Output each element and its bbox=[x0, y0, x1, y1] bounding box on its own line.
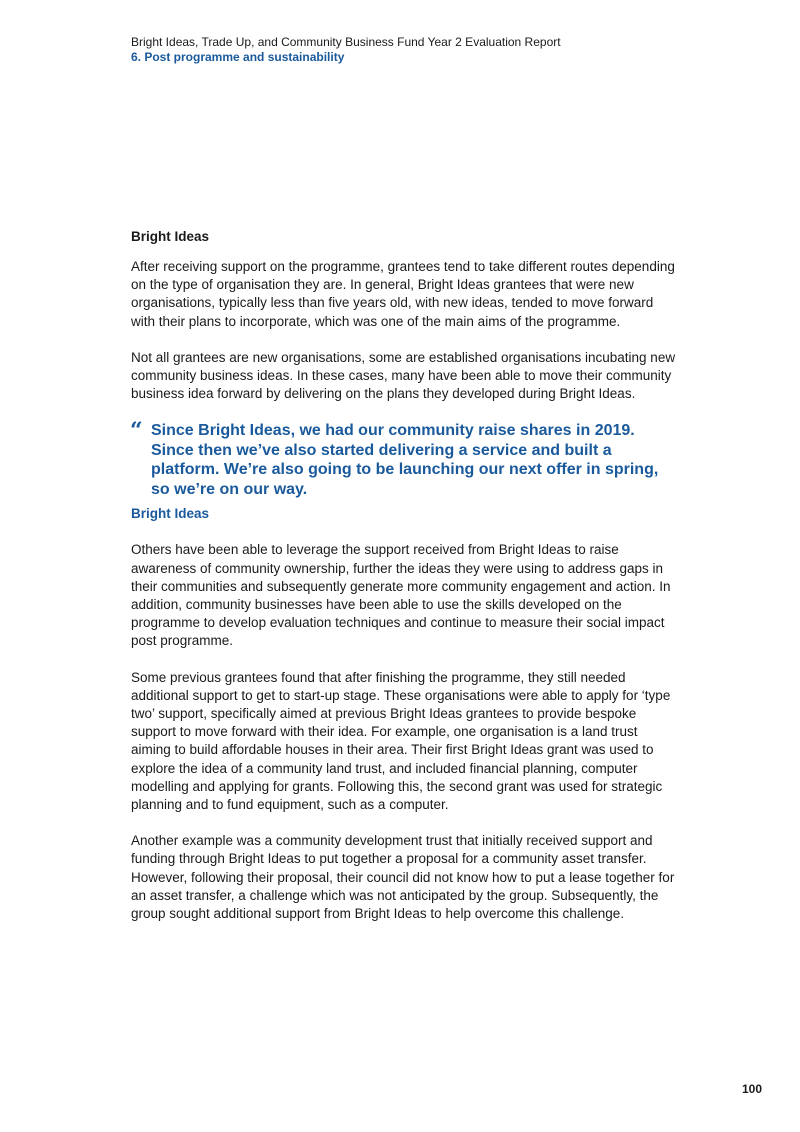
pull-quote bbox=[130, 418, 676, 499]
page-header bbox=[131, 34, 731, 65]
paragraph-4: Some previous grantees found that after finishing the programme, they still needed additional support to get to start-up stage. These organisations were able to apply for ‘type two’ support, specifically aimed at previous Bright Ideas grantees to provide bespoke support to move forward with their idea. For example, one organisation is a land trust aiming to build affordable houses in their area. Their first Bright Ideas grant was used to explore the idea of a community land trust, and included financial planning, computer modelling and applying for grants. Following this, the second grant was used for strategic planning and to fund equipment, such as a computer. bbox=[131, 669, 671, 813]
report-title: Bright Ideas, Trade Up, and Community Business Fund Year 2 Evaluation Report bbox=[131, 35, 561, 49]
paragraph-3: Others have been able to leverage the support received from Bright Ideas to raise awareness of community ownership, further the ideas they were using to address gaps in their communities and subsequently generate more community engagement and action. In addition, community businesses have been able to use the skills developed on the programme to develop evaluation techniques and continue to measure their social impact post programme. bbox=[131, 542, 671, 649]
page-number: 100 bbox=[741, 1082, 762, 1096]
section-heading: Bright Ideas bbox=[131, 229, 210, 244]
paragraph-5: Another example was a community development trust that initially received support and funding through Bright Ideas to put together a proposal for a community asset transfer. However, following their proposal, their council did not know how to put a lease together for an asset transfer, a challenge which was not anticipated by the group. Subsequently, the group sought additional support from Bright Ideas to help overcome this challenge. bbox=[131, 833, 675, 922]
quote-attribution: Bright Ideas bbox=[131, 506, 210, 522]
main-content bbox=[131, 228, 676, 941]
quote-text: Since Bright Ideas, we had our community raise shares in 2019. Since then we’ve also started delivering a service and built a platform. We’re also going to be launching our next offer in spring, so we’re on our way. bbox=[151, 422, 659, 498]
paragraph-1: After receiving support on the programme, grantees tend to take different routes depending on the type of organisation they are. In general, Bright Ideas grantees that were new organisations, typically less than five years old, with new ideas, tended to move forward with their plans to incorporate, which was one of the main aims of the programme. bbox=[131, 259, 675, 329]
quote-mark-icon: “ bbox=[130, 418, 143, 445]
section-title: 6. Post programme and sustainability bbox=[131, 50, 345, 64]
paragraph-2: Not all grantees are new organisations, some are established organisations incubating new community business ideas. In these cases, many have been able to move their community business idea forward by delivering on the plans they developed during Bright Ideas. bbox=[131, 349, 676, 402]
